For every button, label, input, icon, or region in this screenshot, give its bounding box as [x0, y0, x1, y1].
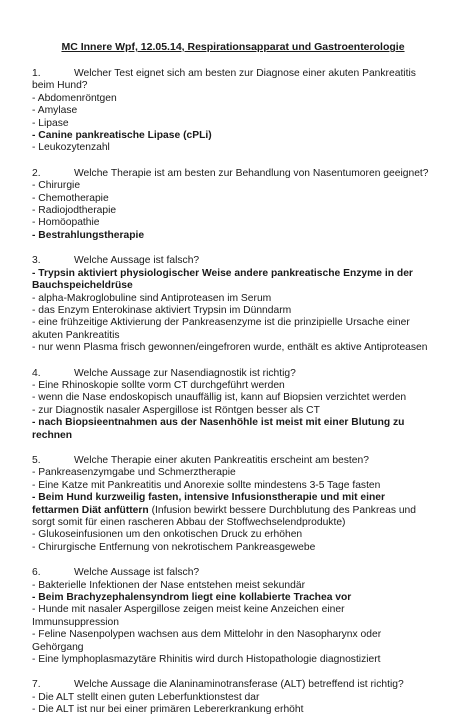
- answer-text: - Eine lymphoplasmazytäre Rhinitis wird durch Histopathologie diagnostiziert: [32, 654, 381, 666]
- question-prompt: Welche Aussage zur Nasendiagnostik ist richtig?: [74, 367, 296, 379]
- answer-text: - Radiojodtherapie: [32, 205, 117, 217]
- answer-text: - Die ALT ist nur bei einer primären Lebererkrankung erhöht: [32, 704, 304, 716]
- answer-text: - Abdomenröntgen: [32, 92, 117, 104]
- question-number: 4.: [32, 367, 41, 379]
- answer-text: - wenn die Nase endoskopisch unauffällig ist, kann auf Biopsien verzichtet werden: [32, 392, 407, 404]
- question-text: [32, 679, 434, 691]
- answer-option: [32, 405, 434, 417]
- question-number: 3.: [32, 255, 41, 267]
- question-number: 6.: [32, 567, 41, 579]
- answer-text: - eine frühzeitige Aktivierung der Pankreasenzyme ist die prinzipielle Ursache einer akuten Pankreatitis: [32, 317, 410, 341]
- answer-text: - Leukozytenzahl: [32, 142, 110, 154]
- question-text: [32, 168, 434, 180]
- question-text: [32, 567, 434, 579]
- answer-text: - alpha-Makroglobuline sind Antiproteasen im Serum: [32, 292, 272, 304]
- question-number: 2.: [32, 167, 41, 179]
- question-prompt: Welche Therapie ist am besten zur Behandlung von Nasentumoren geeignet?: [74, 167, 429, 179]
- answer-text: - Eine Rhinoskopie sollte vorm CT durchgeführt werden: [32, 379, 285, 391]
- question-prompt: Welche Therapie einer akuten Pankreatitis erscheint am besten?: [74, 454, 369, 466]
- answer-option: [32, 654, 434, 666]
- answer-option: [32, 704, 434, 716]
- answer-option: [32, 629, 434, 654]
- answer-text: - Glukoseinfusionen um den onkotischen Druck zu erhöhen: [32, 529, 303, 541]
- answer-note: (Infusion bewirkt bessere Durchblutung des Pankreas und sorgt somit für einen rascheren Abbau der Stoffwechselendprodukte): [32, 504, 417, 528]
- answer-option-correct: [32, 492, 434, 529]
- answer-option: [32, 93, 434, 105]
- answer-option-correct: [32, 268, 434, 293]
- answer-option: [32, 317, 434, 342]
- answer-text: - Lipase: [32, 117, 69, 129]
- answer-text: - Beim Hund kurzweilig fasten, intensive Infusionstherapie und mit einer fettarmen Diät anfüttern: [32, 492, 386, 516]
- answer-option-correct: [32, 130, 434, 142]
- question-text: [32, 455, 434, 467]
- question-text: [32, 368, 434, 380]
- answer-text: - Chirurgie: [32, 180, 81, 192]
- question-number: 1.: [32, 68, 41, 79]
- question-text: [32, 255, 434, 267]
- answer-text: - Bestrahlungstherapie: [32, 229, 145, 241]
- question-prompt: Welche Aussage ist falsch?: [74, 255, 200, 267]
- answer-option-correct: [32, 417, 434, 442]
- answer-text: - Die ALT stellt einen guten Leberfunktionstest dar: [32, 691, 260, 703]
- answer-text: - nach Biopsieentnahmen aus der Nasenhöhle ist meist mit einer Blutung zu rechnen: [32, 417, 405, 441]
- answer-option: [32, 305, 434, 317]
- answer-option: [32, 105, 434, 117]
- answer-option: [32, 205, 434, 217]
- answer-option: [32, 467, 434, 479]
- answer-text: - Canine pankreatische Lipase (cPLi): [32, 130, 212, 142]
- question-prompt: Welcher Test eignet sich am besten zur Diagnose einer akuten Pankreatitis beim Hund?: [32, 68, 416, 92]
- answer-text: - Trypsin aktiviert physiologischer Weise andere pankreatische Enzyme in der Bauchspeicheldrüse: [32, 267, 413, 292]
- question-5: [32, 455, 434, 554]
- answer-text: - Feline Nasenpolypen wachsen aus dem Mittelohr in den Nasopharynx oder Gehörgang: [32, 629, 382, 653]
- answer-option: [32, 692, 434, 704]
- answer-text: - Pankreasenzymgabe und Schmerztherapie: [32, 467, 236, 479]
- answer-option: [32, 118, 434, 130]
- answer-option-correct: [32, 592, 434, 604]
- question-text: [32, 68, 434, 93]
- question-prompt: Welche Aussage die Alaninaminotransferase (ALT) betreffend ist richtig?: [74, 679, 404, 691]
- answer-text: - Chemotherapie: [32, 192, 109, 204]
- answer-text: - Beim Brachyzephalensyndrom liegt eine kollabierte Trachea vor: [32, 592, 352, 604]
- answer-option: [32, 604, 434, 629]
- question-number: 5.: [32, 454, 41, 466]
- answer-option-correct: [32, 230, 434, 242]
- answer-text: - das Enzym Enterokinase aktiviert Trypsin im Dünndarm: [32, 304, 292, 316]
- answer-option: [32, 542, 434, 554]
- answer-text: - nur wenn Plasma frisch gewonnen/eingefroren wurde, enthält es aktive Antiproteasen: [32, 342, 428, 354]
- answer-text: - Amylase: [32, 105, 78, 117]
- answer-option: [32, 217, 434, 229]
- question-4: [32, 368, 434, 442]
- answer-option: [32, 480, 434, 492]
- answer-option: [32, 580, 434, 592]
- question-2: [32, 168, 434, 242]
- answer-text: - Hunde mit nasaler Aspergillose zeigen meist keine Anzeichen einer Immunsuppression: [32, 604, 345, 628]
- answer-text: - Bakterielle Infektionen der Nase entstehen meist sekundär: [32, 579, 306, 591]
- answer-text: - Chirurgische Entfernung von nekrotischem Pankreasgewebe: [32, 541, 316, 553]
- answer-option: [32, 342, 434, 354]
- question-6: [32, 567, 434, 666]
- question-list: [32, 68, 434, 717]
- answer-text: - zur Diagnostik nasaler Aspergillose ist Röntgen besser als CT: [32, 404, 320, 416]
- question-1: [32, 68, 434, 155]
- question-7: [32, 679, 434, 716]
- question-prompt: Welche Aussage ist falsch?: [74, 567, 200, 579]
- document-title: MC Innere Wpf, 12.05.14, Respirationsapparat und Gastroenterologie: [61, 41, 405, 53]
- answer-option: [32, 380, 434, 392]
- answer-text: - Eine Katze mit Pankreatitis und Anorexie sollte mindestens 3-5 Tage fasten: [32, 479, 381, 491]
- answer-text: - Homöopathie: [32, 217, 100, 229]
- answer-option: [32, 142, 434, 154]
- question-number: 7.: [32, 679, 41, 691]
- answer-option: [32, 293, 434, 305]
- answer-option: [32, 529, 434, 541]
- answer-option: [32, 193, 434, 205]
- question-3: [32, 255, 434, 354]
- answer-option: [32, 180, 434, 192]
- answer-option: [32, 392, 434, 404]
